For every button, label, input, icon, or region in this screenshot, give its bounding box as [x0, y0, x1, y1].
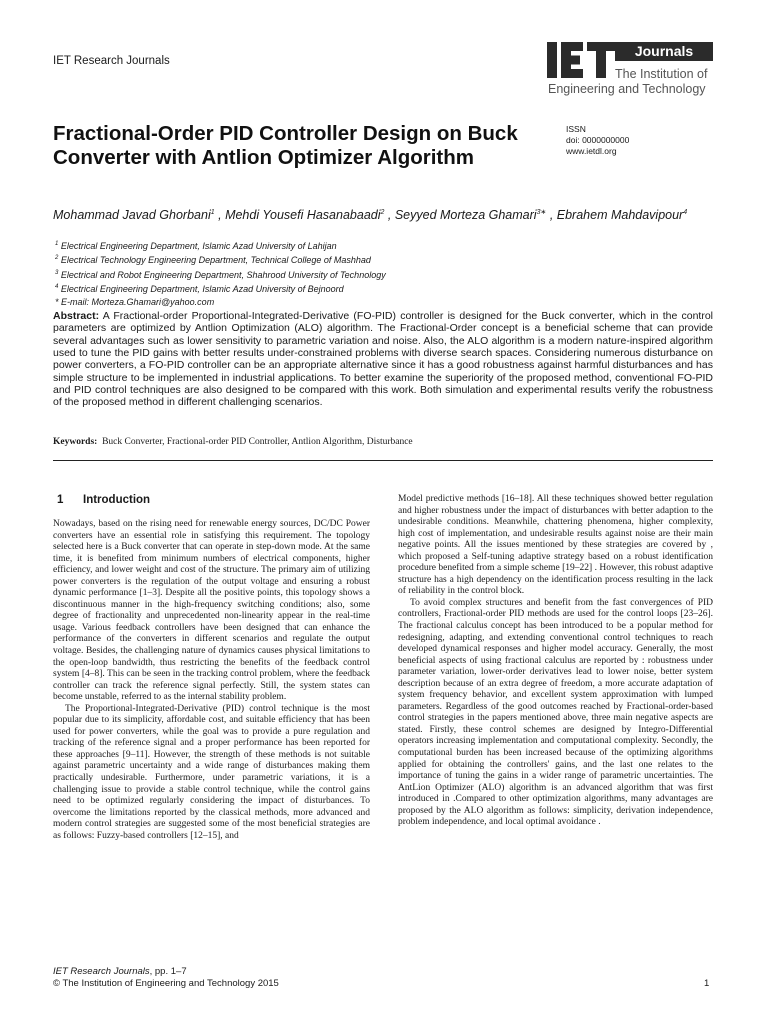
page-footer — [53, 966, 279, 990]
header-divider — [53, 460, 713, 461]
affiliation-item — [55, 281, 555, 295]
affiliation-item — [55, 238, 555, 252]
paragraph: Nowadays, based on the rising need for renewable energy sources, DC/DC Power converters have an essential role in satisfying this requirement. The topology selected here is a Buck converter that can operate in step-down mode. At the same time, it is benefited from minimum numbers of electrical components, higher efficiency, and lower weight and cost of the structure. The primary aim of utilizing power converters is the regulation of the output voltage and ensuring a robust dynamic performance [1–3]. Despite all the positive points, this topology shows a discontinuous manner in the high-frequency switching conditions; also, some degree of fractionality and unprecedented non-linearity appear in the real-time usage. Various feedback controllers have been designed that can enhance the performance of the converters in different scenarios and regulate the output voltage. Besides, the challenging nature of dynamics causes physical limitations to the open-loop bandwidth, thus restricting the benefits of the feedback control system [4–8]. This can be seen in the tracking control problem, where the feedback controller can track the reference signal perfectly. Still, the system states can become unstable, referred to as the internal stability problem. — [53, 519, 370, 703]
paragraph: Model predictive methods [16–18]. All these techniques showed better regulation and higher robustness under the impact of disturbances with better adaption to the undesirable conditions. Meanwhile, chattering phenomena, higher complexity, high cost of implementation, and undesirable results against noise are their main negative points. All the issues mentioned by these strategies are covered by , which proposed a Self-tuning adaptive strategy based on a robust identification procedure benefited from a simple scheme [19–22] . However, this robust adaptive structure has a high dependency on the identification process resulting in the lack of reliability in the control block. — [398, 494, 713, 597]
paper-title: Fractional-Order PID Controller Design on Buck Converter with Antlion Optimizer Algorithm — [53, 122, 518, 169]
footer-copyright: © The Institution of Engineering and Technology 2015 — [53, 978, 279, 989]
author-separator: , — [384, 208, 395, 223]
author-name: Ebrahem Mahdavipour — [556, 208, 684, 223]
journal-url[interactable]: www.ietdl.org — [566, 146, 617, 156]
affiliation-text: Electrical and Robot Engineering Department, Shahrood University of Technology — [60, 269, 386, 280]
section-title: Introduction — [83, 494, 151, 506]
author-name: Mehdi Yousefi Hasanabaadi — [225, 208, 381, 223]
author-affil-mark: 3∗ — [536, 209, 547, 216]
footer-citation — [53, 966, 279, 978]
institution-line-1: The Institution of — [615, 67, 708, 81]
affiliation-item — [55, 252, 555, 266]
body-column-right — [398, 494, 713, 829]
institution-line-2: Engineering and Technology — [548, 82, 706, 96]
keywords-label: Keywords: — [53, 437, 98, 447]
iet-logo-mark-icon — [547, 42, 615, 78]
iet-logo — [547, 42, 717, 98]
abstract-text: A Fractional-order Proportional-Integrated-Derivative (FO-PID) controller is designed for the Buck converter, which in the control parameters are optimized by Antlion Optimization (ALO) algorithm. The Fractional-Order concept is a beneficial scheme that can provide several advantages such as lower sensitivity to parametric variation and noise. Also, the ALO algorithm is a modern nature-inspired algorithm used to tune the PID gains with better results under-constrained problems with diverse search spaces. Considering numerous disturbance on power converters, a FO-PID controller can be an appropriate alternative since it has a good robustness against harmful disturbances and has simple structure to be implemented in industrial applications. To better examine the superiority of the proposed method, conventional FO-PID and PID control techniques are also designed to be compared with this work. Both simulation and experimental results verify the robustness of the proposed method in different challenging scenarios. — [53, 310, 713, 409]
footer-journal: IET Research Journals — [53, 966, 150, 977]
affiliation-text: Electrical Technology Engineering Department, Technical College of Mashhad — [60, 255, 371, 266]
issn-block — [566, 124, 629, 157]
affiliation-item — [55, 267, 555, 281]
author-separator: , — [546, 208, 557, 223]
keywords — [53, 437, 713, 447]
affiliation-text: Electrical Engineering Department, Islamic Azad University of Bejnoord — [60, 284, 344, 295]
author-affil-mark: 2 — [380, 209, 385, 216]
author-list — [53, 205, 713, 223]
author-name: Mohammad Javad Ghorbani — [53, 208, 211, 223]
affiliation-mark: 2 — [55, 255, 59, 262]
page-number: 1 — [704, 978, 710, 989]
author-affil-mark: 4 — [683, 209, 688, 216]
journal-name: IET Research Journals — [53, 55, 170, 67]
corresponding-email[interactable]: * E-mail: Morteza.Ghamari@yahoo.com — [55, 296, 215, 307]
paragraph: The Proportional-Integrated-Derivative (PID) control technique is the most popular due to its simplicity, affordable cost, and suitable efficiency that has been used for power converters, while the goal was to provide a pure regulation and tracking of the reference signal and a proper performance has been reported for these approaches [9–11]. However, the strength of these methods is not suitable against parametric uncertainty and a wide range of disturbances making them practically undesirable. Furthermore, under parametric variations, it is a challenging issue to provide a stable control technique, while the control gains need to be optimized regularly considering the impact of disturbances. To overcome the limitations reported by the classical methods, more advanced and modern control strategies are suggested some of the most beneficial strategies are as follows: Fuzzy-based controllers [12–15], and — [53, 703, 370, 841]
author-name: Seyyed Morteza Ghamari — [394, 208, 537, 223]
journals-badge: Journals — [615, 42, 713, 61]
affiliation-text: Electrical Engineering Department, Islamic Azad University of Lahijan — [60, 241, 337, 251]
abstract — [53, 310, 713, 409]
section-heading — [57, 494, 150, 506]
paragraph: To avoid complex structures and benefit from the fast convergences of PID controllers, Fractional-order PID methods are used for the control loops [23–26]. The fractional calculus concept has been introduced to be a popular method for redesigning, adapting, and extending conventional control techniques to reach developed dynamical responses and higher model accuracy. Generally, the most beneficial aspects of using fractional calculus are reported by : robustness under parameter variation, lower-order derivatives lead to lower noise, better system description because of an extra degree of freedom, a more accurate adaptation of system frequency behavior, and excellent system approximation with lumped parameters. Regardless of the good outcomes reached by Fractional-order-based control strategies in the papers mentioned above, three main negative aspects are stated. Firstly, these control schemes are designed by Integro-Differential operators increasing implementation and computational complexity. Secondly, the computational burden has been increased because of the optimizing algorithms applied for obtaining the controllers' gains, and the last one relates to the importance of tuning the gains in a wider range of parametric uncertainties. The AntLion Optimizer (ALO) algorithm is an advanced algorithm that was first introduced in .Compared to other optimization algorithms, many advantages are proposed by the ALO algorithm as follows: simplicity, derivation independence, problem independence, and local optimal avoidance . — [398, 597, 713, 828]
affiliation-list — [55, 238, 555, 308]
affiliation-mark: 1 — [55, 241, 59, 247]
body-column-left — [53, 519, 370, 842]
keywords-text: Buck Converter, Fractional-order PID Controller, Antlion Algorithm, Disturbance — [102, 437, 413, 447]
affiliation-mark: 3 — [55, 269, 59, 276]
footer-pages: , pp. 1–7 — [149, 966, 187, 977]
author-affil-mark: 1 — [210, 209, 215, 216]
section-number: 1 — [57, 494, 64, 506]
affiliation-mark: 4 — [55, 284, 59, 291]
issn-label: ISSN — [566, 124, 586, 134]
abstract-label: Abstract: — [53, 310, 100, 322]
author-separator: , — [214, 208, 226, 223]
doi: doi: 0000000000 — [566, 135, 630, 145]
